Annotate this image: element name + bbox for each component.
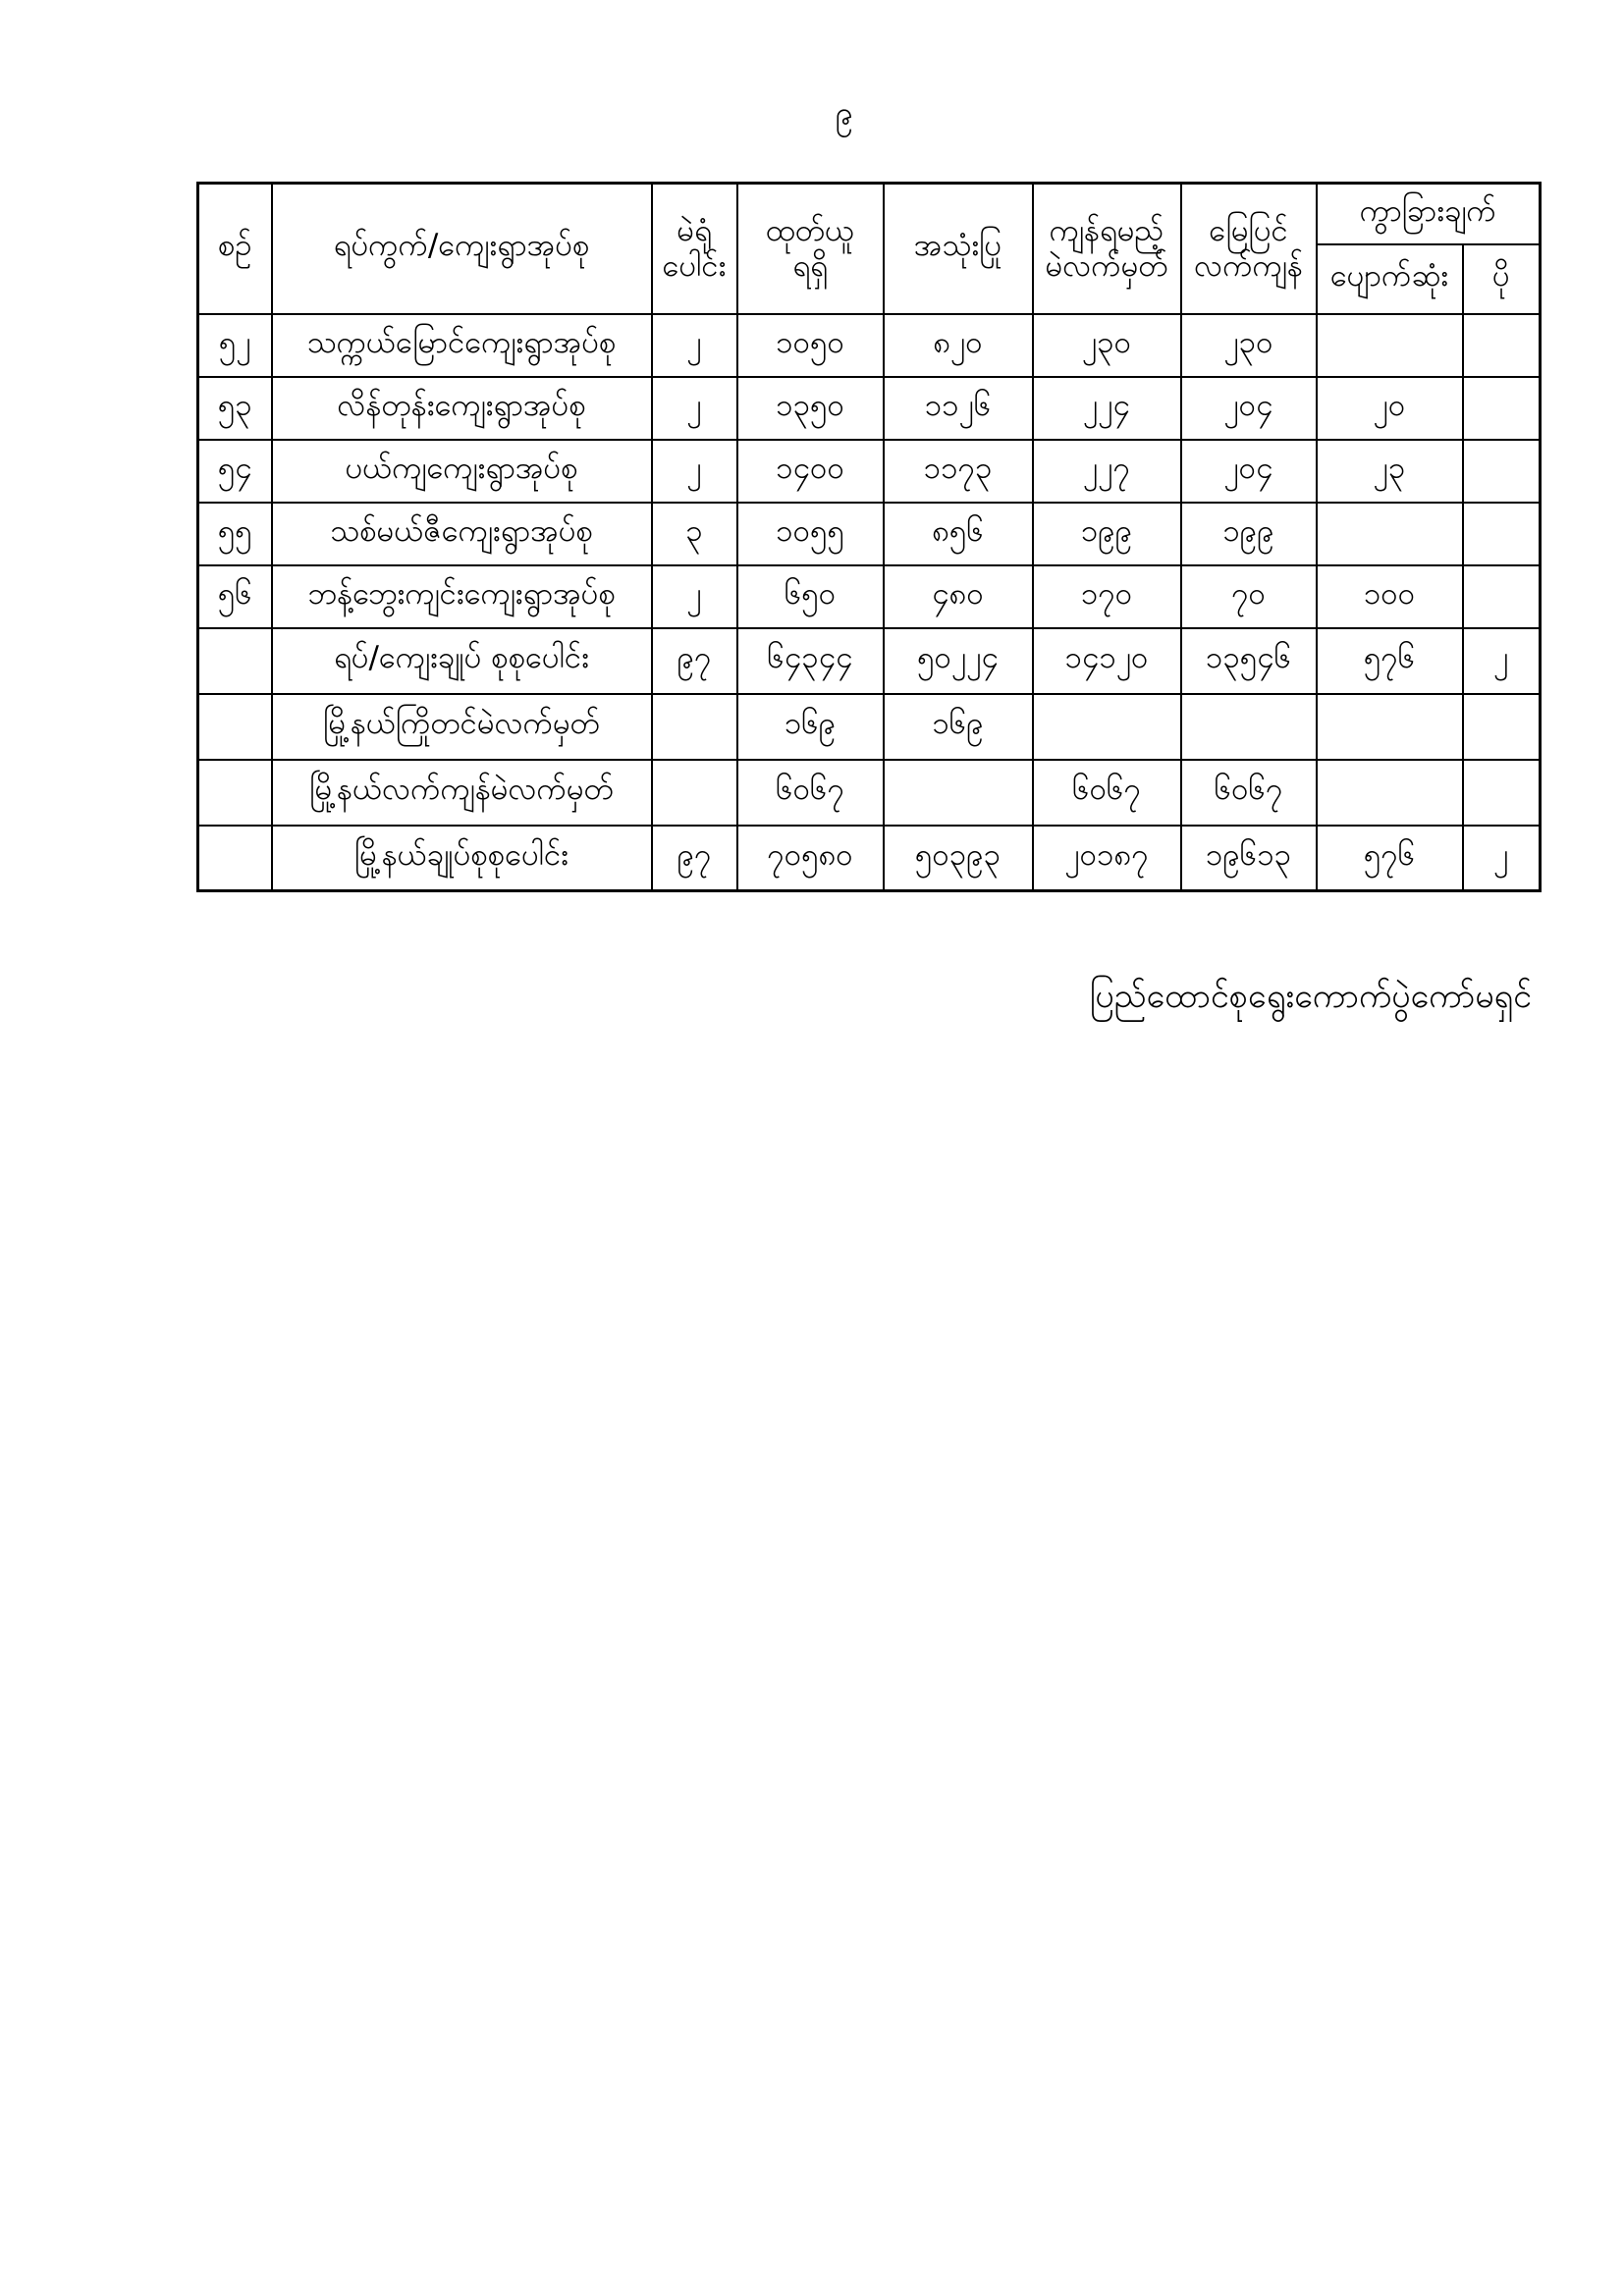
table-row-township-grand-total [198,826,1541,891]
cell-used: ၄၈၀ [884,565,1033,628]
cell-ground: ၆၀၆၇ [1181,760,1317,826]
cell-extra [1463,565,1541,628]
cell-ground: ၁၉၆၁၃ [1181,826,1317,891]
page-number: ၉ [836,94,853,132]
cell-remain: ၁၉၉ [1033,503,1181,565]
cell-ground [1181,694,1317,760]
header-received-line1: ထုတ်ယူ [765,212,855,248]
table-row [198,440,1541,503]
cell-name: မြို့နယ်ကြိုတင်မဲလက်မှတ် [272,694,652,760]
cell-serial: ၅၃ [198,377,272,440]
cell-used [884,760,1033,826]
cell-remain: ၁၇၀ [1033,565,1181,628]
cell-received: ၆၄၃၄၄ [737,628,884,694]
header-ward-village: ရပ်ကွက်/ကျေးရွာအုပ်စု [272,184,652,314]
cell-serial: ၅၅ [198,503,272,565]
cell-remain: ၂၀၁၈၇ [1033,826,1181,891]
header-ground-balance-line1: မြေပြင် [1209,212,1288,248]
cell-name: မြို့နယ်လက်ကျန်မဲလက်မှတ် [272,760,652,826]
table-header-row-1 [198,184,1541,244]
cell-lost [1317,314,1463,377]
cell-lost: ၅၇၆ [1317,826,1463,891]
cell-name: သက္ကယ်မြောင်ကျေးရွာအုပ်စု [272,314,652,377]
header-received [737,184,884,314]
header-difference: ကွာခြားချက် [1317,184,1541,244]
cell-remain: ၂၂၇ [1033,440,1181,503]
table-row-township-remaining-ballots [198,760,1541,826]
cell-name: ပယ်ကျကျေးရွာအုပ်စု [272,440,652,503]
cell-serial [198,694,272,760]
cell-name: ဘန့်ဘွေးကျင်းကျေးရွာအုပ်စု [272,565,652,628]
cell-extra [1463,503,1541,565]
header-received-line2: ရရှိ [792,248,828,285]
cell-received: ၁၄၀၀ [737,440,884,503]
cell-used: ၅၀၃၉၃ [884,826,1033,891]
cell-received: ၇၀၅၈၀ [737,826,884,891]
header-used: အသုံးပြု [884,184,1033,314]
header-polling-stations-line2: ပေါင်း [662,248,727,285]
cell-stations: ၂ [652,440,737,503]
table-row [198,314,1541,377]
cell-used: ၈၅၆ [884,503,1033,565]
cell-extra: ၂ [1463,628,1541,694]
cell-lost [1317,694,1463,760]
cell-extra: ၂ [1463,826,1541,891]
cell-lost: ၁၀၀ [1317,565,1463,628]
table-row [198,565,1541,628]
cell-serial: ၅၆ [198,565,272,628]
cell-lost: ၅၇၆ [1317,628,1463,694]
cell-name: ရပ်/ကျေးချုပ် စုစုပေါင်း [272,628,652,694]
cell-remain [1033,694,1181,760]
cell-stations: ၉၇ [652,826,737,891]
cell-lost: ၂၀ [1317,377,1463,440]
cell-lost [1317,760,1463,826]
ballot-paper-summary-table [196,182,1542,892]
cell-extra [1463,694,1541,760]
cell-name: လိန်တုန်းကျေးရွာအုပ်စု [272,377,652,440]
cell-name: သစ်မယ်ဇီကျေးရွာအုပ်စု [272,503,652,565]
cell-used: ၁၁၇၃ [884,440,1033,503]
cell-used: ၁၆၉ [884,694,1033,760]
cell-stations: ၃ [652,503,737,565]
cell-serial [198,760,272,826]
header-should-remain-line1: ကျန်ရမည့် [1049,212,1164,248]
cell-lost [1317,503,1463,565]
cell-ground: ၁၃၅၄၆ [1181,628,1317,694]
cell-extra [1463,377,1541,440]
cell-received: ၁၀၅၀ [737,314,884,377]
header-ground-balance [1181,184,1317,314]
cell-extra [1463,440,1541,503]
cell-remain: ၂၂၄ [1033,377,1181,440]
cell-stations: ၂ [652,565,737,628]
table-row [198,503,1541,565]
cell-ground: ၂၀၄ [1181,377,1317,440]
header-should-remain-line2: မဲလက်မှတ် [1045,248,1168,285]
cell-serial: ၅၂ [198,314,272,377]
cell-received: ၆၀၆၇ [737,760,884,826]
cell-stations: ၂ [652,314,737,377]
union-election-commission-signature: ပြည်ထောင်စုရွေးကောက်ပွဲကော်မရှင် [1089,977,1532,1016]
cell-stations: ၂ [652,377,737,440]
cell-ground: ၁၉၉ [1181,503,1317,565]
header-polling-stations [652,184,737,314]
cell-received: ၆၅၀ [737,565,884,628]
cell-received: ၁၀၅၅ [737,503,884,565]
cell-serial: ၅၄ [198,440,272,503]
cell-serial [198,628,272,694]
cell-received: ၁၆၉ [737,694,884,760]
cell-extra [1463,760,1541,826]
cell-received: ၁၃၅၀ [737,377,884,440]
cell-extra [1463,314,1541,377]
header-should-remain [1033,184,1181,314]
cell-remain: ၂၃၀ [1033,314,1181,377]
header-lost: ပျောက်ဆုံး [1317,244,1463,314]
cell-used: ၈၂၀ [884,314,1033,377]
header-ground-balance-line2: လက်ကျန် [1194,248,1303,285]
cell-used: ၁၁၂၆ [884,377,1033,440]
table-row-advance-ballots [198,694,1541,760]
cell-used: ၅၀၂၂၄ [884,628,1033,694]
cell-stations: ၉၇ [652,628,737,694]
header-polling-stations-line1: မဲရုံ [677,212,712,248]
cell-ground: ၇၀ [1181,565,1317,628]
cell-stations [652,760,737,826]
header-extra: ပို [1463,244,1541,314]
cell-serial [198,826,272,891]
cell-remain: ၁၄၁၂၀ [1033,628,1181,694]
table-row [198,377,1541,440]
cell-ground: ၂၀၄ [1181,440,1317,503]
cell-lost: ၂၃ [1317,440,1463,503]
cell-stations [652,694,737,760]
cell-remain: ၆၀၆၇ [1033,760,1181,826]
cell-ground: ၂၃၀ [1181,314,1317,377]
header-serial: စဉ် [198,184,272,314]
table-row-ward-village-total [198,628,1541,694]
cell-name: မြို့နယ်ချုပ်စုစုပေါင်း [272,826,652,891]
